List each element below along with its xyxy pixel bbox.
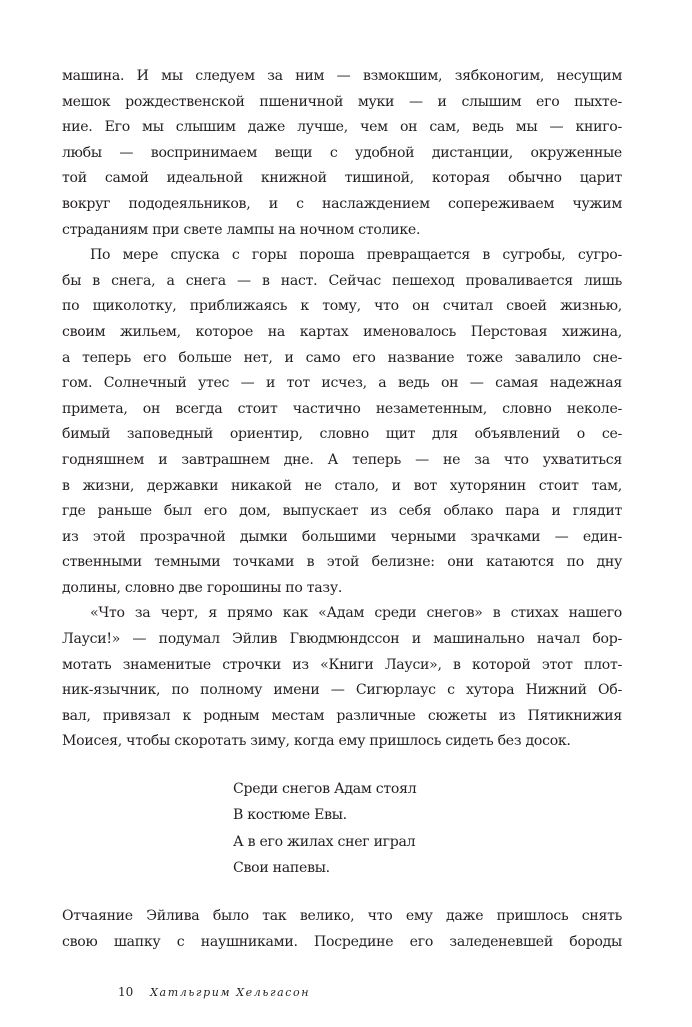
text-line: где раньше был его дом, выпускает из себя облако пара и глядит [62,503,622,520]
text-line: бимый заповедный ориентир, словно щит для объявлений о се- [62,426,622,443]
text-line: ние. Его мы слышим даже лучше, чем он сам, ведь мы — книго- [62,119,622,136]
page-number: 10 [118,985,134,999]
text-line: ственными темными точками в этой белизне: они катаются по дну [62,554,622,571]
text-line: По мере спуска с горы пороша превращается в сугробы, сугро- [90,247,622,264]
text-line: свою шапку с наушниками. Посредине его заледеневшей бороды [62,933,622,950]
text-line: Отчаяние Эйлива было так велико, что ему даже пришлось снять [62,908,622,924]
poem-line: А в его жилах снег играл [233,833,416,850]
text-line: той самой идеальной книжной тишиной, которая обычно царит [62,170,622,187]
text-line: ник-язычник, по полному имени — Сигюрлаус с хутора Нижний Об- [62,682,622,699]
text-line: годняшнем и завтрашнем дне. А теперь — не за что ухватиться [62,451,622,468]
text-line: мотать знаменитые строчки из «Книги Лауси», в которой этот плот- [62,656,622,673]
text-line: а теперь его больше нет, и само его название тоже завалило сне- [62,349,622,366]
text-line: гом. Солнечный утес — и тот исчез, а ведь он — самая надежная [62,375,622,392]
text-line: Моисея, чтобы скоротать зиму, когда ему пришлось сидеть без досок. [62,733,571,750]
poem-line: Свои напевы. [233,859,330,876]
text-line: вал, привязал к родным местам различные сюжеты из Пятикнижия [62,707,622,724]
text-line: страданиям при свете лампы на ночном столике. [62,221,421,238]
text-line: в жизни, державки никакой не стало, и вот хуторянин стоит там, [62,477,622,494]
text-line: по щиколотку, приближаясь к тому, что он считал своей жизнью, [62,298,622,315]
poem-line: Среди снегов Адам стоял [233,781,417,797]
text-line: своим жильем, которое на картах именовалось Перстовая хижина, [62,323,622,340]
text-line: «Что за черт, я прямо как «Адам среди снегов» в стихах нашего [90,605,622,622]
text-line: Лауси!» — подумал Эйлив Гвюдмюндссон и машинально начал бор- [62,631,622,648]
text-line: долины, словно две горошины по тазу. [62,579,343,596]
text-line: любы — воспринимаем вещи с удобной дистанции, окруженные [62,144,622,161]
text-line: вокруг пододеяльников, и с наслаждением сопереживаем чужим [62,195,622,212]
page-footer [118,985,310,999]
text-line: мешок рождественской пшеничной муки — и слышим его пыхте- [62,93,622,110]
main-text [62,64,622,755]
running-author: Хатльгрим Хельгасон [150,986,311,999]
text-line: машина. И мы следуем за ним — взмокшим, зябконогим, несущим [62,68,622,84]
closing-paragraph [62,904,622,955]
text-line: из этой прозрачной дымки большими черными зрачками — един- [62,528,622,545]
poem-line: В костюме Евы. [233,807,347,824]
poem-stanza [233,776,416,881]
text-line: примета, он всегда стоит частично незаметенным, словно неколе- [62,400,622,417]
text-line: бы в снега, а снега — в наст. Сейчас пешеход проваливается лишь [62,272,622,289]
